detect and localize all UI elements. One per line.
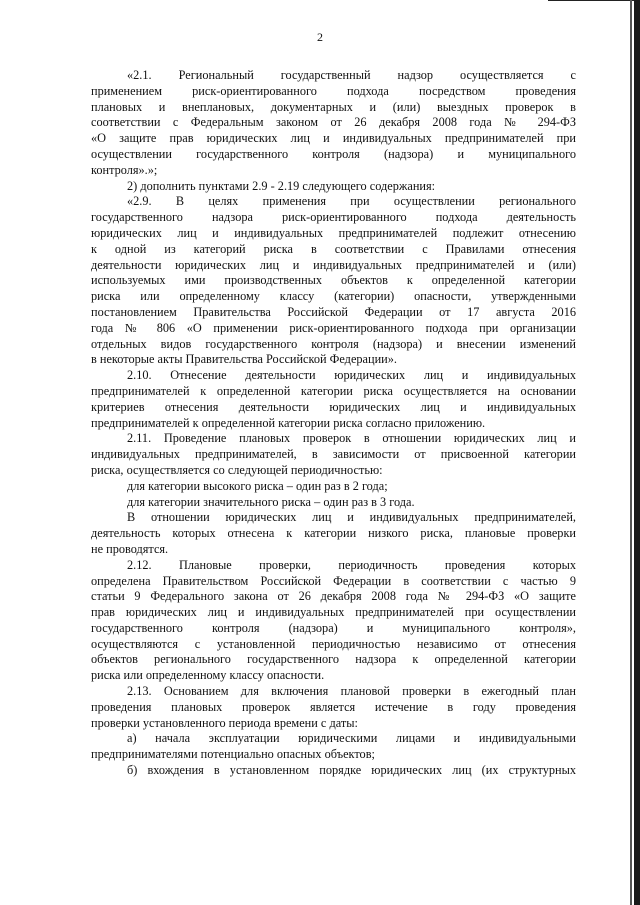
text-line (0, 368, 640, 384)
text-line-content: критериев отнесения деятельности юридических лиц и индивидуальных (91, 399, 576, 414)
text-line (0, 258, 640, 274)
text-line (0, 542, 640, 558)
text-line-content: риска или определенному классу опасности. (91, 668, 325, 683)
text-line-content: 2.10. Отнесение деятельности юридических лиц и индивидуальных (127, 368, 576, 383)
text-line (0, 621, 640, 637)
text-line (0, 226, 640, 242)
text-line (0, 652, 640, 668)
text-line-content: предпринимателей к определенной категории риска осуществляется на основании (91, 383, 576, 398)
text-line-content: не проводятся. (91, 541, 169, 556)
text-line (0, 684, 640, 700)
text-line-content: «О защите прав юридических лиц и индивидуальных предпринимателей при (91, 131, 576, 146)
text-line-content: предпринимателями потенциально опасных объектов; (91, 747, 375, 762)
text-line-content: предпринимателей к определенной категории риска согласно приложению. (91, 415, 486, 430)
text-line-content: риска, осуществляется со следующей периодичностью: (91, 462, 383, 477)
text-line (0, 321, 640, 337)
text-line-content: юридических лиц и индивидуальных предпринимателей подлежит отнесению (91, 225, 576, 240)
text-line (0, 163, 640, 179)
text-line-content: постановлением Правительства Российской Федерации от 17 августа 2016 (91, 304, 576, 319)
text-line (0, 731, 640, 747)
text-line-content: контроля».»; (91, 162, 158, 177)
text-line (0, 242, 640, 258)
text-line (0, 431, 640, 447)
text-line-content: для категории высокого риска – один раз в 2 года; (127, 478, 388, 493)
text-line-content: осуществлении государственного контроля (надзора) и муниципального (91, 146, 576, 161)
text-line (0, 479, 640, 495)
text-line (0, 273, 640, 289)
text-line-content: применением риск-ориентированного подхода посредством проведения (91, 83, 576, 98)
text-line (0, 668, 640, 684)
text-line-content: б) вхождения в установленном порядке юридических лиц (их структурных (127, 763, 576, 778)
text-line (0, 716, 640, 732)
document-body (0, 68, 640, 779)
text-line-content: 2) дополнить пунктами 2.9 - 2.19 следующего содержания: (127, 178, 436, 193)
text-line (0, 526, 640, 542)
text-line (0, 605, 640, 621)
text-line-content: деятельность которых отнесена к категории низкого риска, плановые проверки (91, 526, 576, 541)
text-line-content: деятельности юридических лиц и индивидуальных предпринимателей и (или) (91, 257, 576, 272)
text-line (0, 574, 640, 590)
text-line-content: осуществляются с установленной периодичностью независимо от отнесения (91, 636, 576, 651)
text-line (0, 400, 640, 416)
text-line-content: 2.12. Плановые проверки, периодичность проведения которых (127, 557, 576, 572)
text-line-content: статьи 9 Федерального закона от 26 декабря 2008 года № 294-ФЗ «О защите (91, 589, 576, 604)
text-line-content: объектов регионального государственного надзора к определенной категории (91, 652, 576, 667)
text-line (0, 447, 640, 463)
text-line-content: определена Правительством Российской Федерации в соответствии с частью 9 (91, 573, 576, 588)
text-line (0, 416, 640, 432)
text-line (0, 463, 640, 479)
text-line (0, 131, 640, 147)
text-line (0, 495, 640, 511)
text-line-content: «2.9. В целях применения при осуществлении регионального (127, 194, 576, 209)
text-line-content: «2.1. Региональный государственный надзор осуществляется с (127, 68, 576, 82)
text-line (0, 352, 640, 368)
text-line (0, 558, 640, 574)
text-line-content: государственного надзора риск-ориентированного подхода деятельность (91, 210, 576, 225)
text-line (0, 289, 640, 305)
text-line-content: соответствии с Федеральным законом от 26 декабря 2008 года № 294-ФЗ (91, 115, 576, 130)
text-line-content: для категории значительного риска – один раз в 3 года. (127, 494, 415, 509)
text-line-content: проверки установленного периода времени с даты: (91, 715, 358, 730)
text-line-content: отдельных видов государственного контроля (надзора) и внесении изменений (91, 336, 576, 351)
text-line (0, 84, 640, 100)
text-line (0, 337, 640, 353)
text-line-content: к одной из категорий риска в соответствии с Правилами отнесения (91, 241, 576, 256)
text-line-content: риска или определенному классу (категории) опасности, утвержденными (91, 289, 576, 304)
text-line (0, 384, 640, 400)
text-line-content: 2.11. Проведение плановых проверок в отношении юридических лиц и (127, 431, 576, 446)
text-line (0, 305, 640, 321)
text-line (0, 68, 640, 84)
text-line (0, 510, 640, 526)
text-line-content: плановых и внеплановых, документарных и (или) выездных проверок в (91, 99, 576, 114)
text-line (0, 747, 640, 763)
text-line (0, 147, 640, 163)
text-line (0, 589, 640, 605)
text-line (0, 763, 640, 779)
text-line (0, 210, 640, 226)
text-line-content: проведения плановых проверок является истечение в году проведения (91, 699, 576, 714)
text-line-content: 2.13. Основанием для включения плановой проверки в ежегодный план (127, 684, 576, 699)
text-line-content: используемых ими производственных объектов к определенной категории (91, 273, 576, 288)
text-line-content: В отношении юридических лиц и индивидуальных предпринимателей, (127, 510, 576, 525)
page-number: 2 (317, 30, 323, 44)
text-line (0, 700, 640, 716)
scan-mark-top (548, 0, 640, 1)
text-line (0, 194, 640, 210)
text-line-content: государственного контроля (надзора) и муниципального контроля», (91, 620, 576, 635)
text-line (0, 179, 640, 195)
text-line-content: а) начала эксплуатации юридическими лицами и индивидуальными (127, 731, 576, 746)
text-line-content: года № 806 «О применении риск-ориентированного подхода при организации (91, 320, 576, 335)
text-line-content: индивидуальных предпринимателей, в зависимости от присвоенной категории (91, 447, 576, 462)
text-line (0, 637, 640, 653)
text-line (0, 100, 640, 116)
text-line-content: прав юридических лиц и индивидуальных предпринимателей при осуществлении (91, 605, 576, 620)
text-line-content: в некоторые акты Правительства Российской Федерации». (91, 352, 397, 367)
text-line (0, 115, 640, 131)
